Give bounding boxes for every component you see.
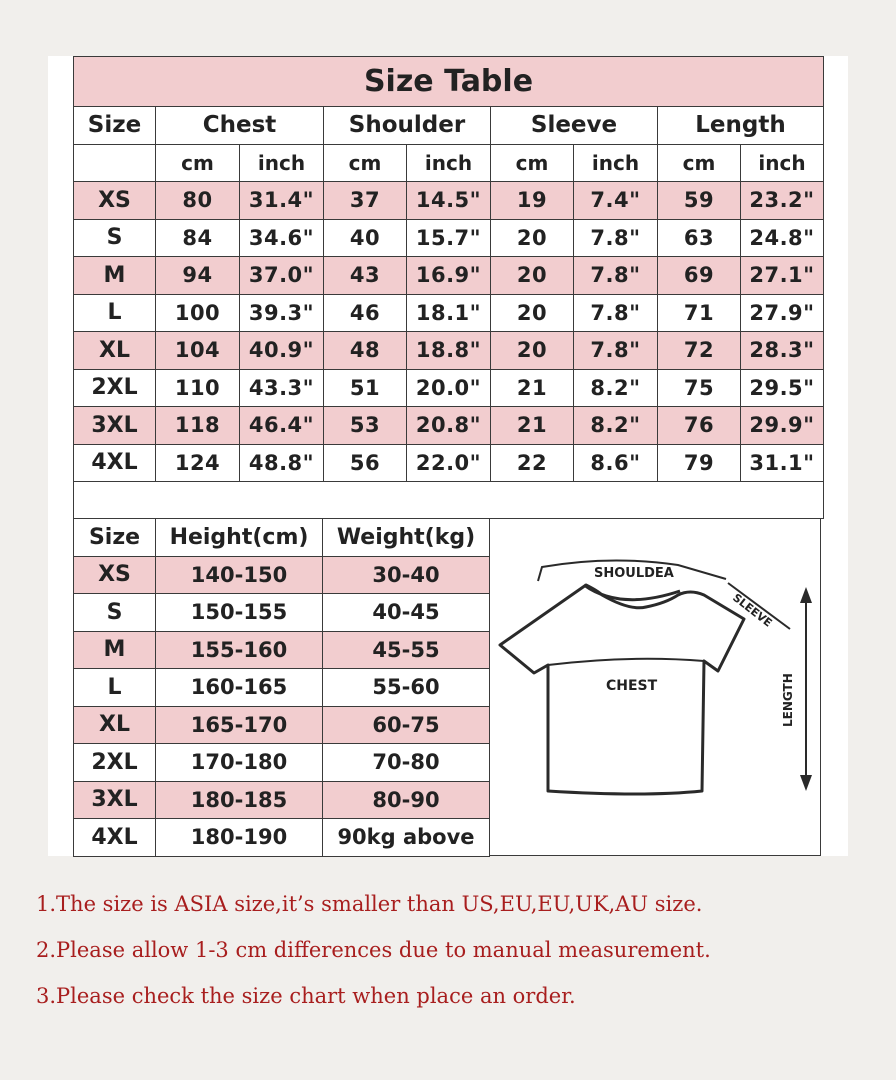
value-cell-chest-cm: 110	[156, 369, 240, 407]
size-cell: L	[74, 294, 156, 332]
value-cell-chest-cm: 80	[156, 182, 240, 220]
size-cell: M	[74, 257, 156, 295]
size-cell: S	[74, 219, 156, 257]
value-cell-length-in: 24.8"	[741, 219, 824, 257]
unit-shoulder-inch: inch	[407, 144, 491, 182]
fit-height-cell: 150-155	[156, 594, 323, 632]
value-cell-shoulder-in: 20.0"	[407, 369, 491, 407]
value-cell-sleeve-cm: 20	[491, 332, 574, 370]
size-cell: 3XL	[74, 407, 156, 445]
fit-height-cell: 180-185	[156, 781, 323, 819]
value-cell-sleeve-cm: 20	[491, 219, 574, 257]
table-row	[74, 444, 824, 482]
value-cell-length-in: 29.5"	[741, 369, 824, 407]
header-size: Size	[74, 107, 156, 145]
value-cell-shoulder-in: 18.8"	[407, 332, 491, 370]
value-cell-chest-in: 43.3"	[240, 369, 324, 407]
fit-height-cell: 160-165	[156, 669, 323, 707]
value-cell-chest-in: 46.4"	[240, 407, 324, 445]
fit-height-cell: 165-170	[156, 706, 323, 744]
fit-weight-cell: 55-60	[323, 669, 490, 707]
value-cell-chest-in: 48.8"	[240, 444, 324, 482]
table-row	[74, 706, 490, 744]
value-cell-length-cm: 69	[658, 257, 741, 295]
fit-height-cell: 155-160	[156, 631, 323, 669]
value-cell-chest-cm: 104	[156, 332, 240, 370]
fit-weight-cell: 80-90	[323, 781, 490, 819]
fit-weight-cell: 45-55	[323, 631, 490, 669]
length-label: LENGTH	[781, 673, 795, 727]
value-cell-sleeve-cm: 20	[491, 257, 574, 295]
table-row	[74, 182, 824, 220]
value-cell-shoulder-cm: 43	[324, 257, 407, 295]
chest-label: CHEST	[606, 678, 658, 694]
value-cell-sleeve-cm: 21	[491, 369, 574, 407]
value-cell-chest-in: 37.0"	[240, 257, 324, 295]
fit-weight-cell: 60-75	[323, 706, 490, 744]
value-cell-sleeve-cm: 20	[491, 294, 574, 332]
note-1: 1.The size is ASIA size,it’s smaller than US,EU,EU,UK,AU size.	[36, 892, 703, 916]
value-cell-sleeve-in: 7.8"	[574, 257, 658, 295]
unit-shoulder-cm: cm	[324, 144, 407, 182]
fit-height-cell: 170-180	[156, 744, 323, 782]
table-row	[74, 369, 824, 407]
fit-size-cell: M	[74, 631, 156, 669]
value-cell-chest-in: 39.3"	[240, 294, 324, 332]
unit-blank	[74, 144, 156, 182]
value-cell-shoulder-cm: 48	[324, 332, 407, 370]
table-row	[74, 819, 490, 857]
fit-size-cell: S	[74, 594, 156, 632]
table-row	[74, 556, 490, 594]
value-cell-chest-cm: 100	[156, 294, 240, 332]
fit-weight-cell: 90kg above	[323, 819, 490, 857]
fit-size-cell: 4XL	[74, 819, 156, 857]
tshirt-diagram	[490, 518, 821, 856]
table-row	[74, 332, 824, 370]
note-3: 3.Please check the size chart when place an order.	[36, 984, 576, 1008]
value-cell-sleeve-in: 7.8"	[574, 332, 658, 370]
value-cell-shoulder-cm: 53	[324, 407, 407, 445]
size-cell: 4XL	[74, 444, 156, 482]
size-chart-card	[48, 56, 848, 856]
value-cell-length-cm: 71	[658, 294, 741, 332]
tshirt-measurement-icon	[490, 519, 821, 857]
value-cell-length-cm: 63	[658, 219, 741, 257]
fit-size-cell: L	[74, 669, 156, 707]
value-cell-sleeve-in: 7.4"	[574, 182, 658, 220]
value-cell-length-in: 27.1"	[741, 257, 824, 295]
value-cell-chest-in: 40.9"	[240, 332, 324, 370]
value-cell-shoulder-in: 18.1"	[407, 294, 491, 332]
value-cell-shoulder-in: 14.5"	[407, 182, 491, 220]
value-cell-length-cm: 79	[658, 444, 741, 482]
value-cell-length-cm: 76	[658, 407, 741, 445]
table-row	[74, 257, 824, 295]
value-cell-length-in: 23.2"	[741, 182, 824, 220]
value-cell-shoulder-cm: 51	[324, 369, 407, 407]
fit-size-cell: 3XL	[74, 781, 156, 819]
value-cell-length-in: 28.3"	[741, 332, 824, 370]
table-row	[74, 631, 490, 669]
header-chest: Chest	[156, 107, 324, 145]
value-cell-shoulder-in: 22.0"	[407, 444, 491, 482]
spacer-cell	[74, 482, 824, 519]
header-sleeve: Sleeve	[491, 107, 658, 145]
value-cell-shoulder-in: 15.7"	[407, 219, 491, 257]
notes	[36, 886, 876, 1024]
fit-weight-cell: 30-40	[323, 556, 490, 594]
table-row	[74, 744, 490, 782]
header-length: Length	[658, 107, 824, 145]
value-cell-shoulder-cm: 56	[324, 444, 407, 482]
shoulder-label: SHOULDEA	[594, 566, 674, 581]
unit-length-cm: cm	[658, 144, 741, 182]
unit-sleeve-inch: inch	[574, 144, 658, 182]
value-cell-sleeve-in: 8.6"	[574, 444, 658, 482]
fit-table	[73, 518, 490, 857]
value-cell-chest-cm: 124	[156, 444, 240, 482]
value-cell-sleeve-in: 7.8"	[574, 294, 658, 332]
value-cell-shoulder-cm: 46	[324, 294, 407, 332]
unit-chest-cm: cm	[156, 144, 240, 182]
fit-weight-cell: 40-45	[323, 594, 490, 632]
table-spacer-row	[74, 482, 824, 519]
unit-sleeve-cm: cm	[491, 144, 574, 182]
value-cell-shoulder-in: 16.9"	[407, 257, 491, 295]
table-row	[74, 781, 490, 819]
size-table	[73, 56, 824, 519]
fit-header-height: Height(cm)	[156, 519, 323, 557]
value-cell-chest-in: 34.6"	[240, 219, 324, 257]
fit-height-cell: 180-190	[156, 819, 323, 857]
table-row	[74, 669, 490, 707]
size-cell: XL	[74, 332, 156, 370]
value-cell-sleeve-cm: 21	[491, 407, 574, 445]
size-cell: 2XL	[74, 369, 156, 407]
fit-header-size: Size	[74, 519, 156, 557]
table-title: Size Table	[74, 57, 824, 107]
value-cell-chest-cm: 84	[156, 219, 240, 257]
fit-size-cell: XS	[74, 556, 156, 594]
value-cell-length-cm: 72	[658, 332, 741, 370]
value-cell-chest-cm: 118	[156, 407, 240, 445]
fit-size-cell: 2XL	[74, 744, 156, 782]
value-cell-sleeve-in: 7.8"	[574, 219, 658, 257]
table-row	[74, 594, 490, 632]
value-cell-chest-cm: 94	[156, 257, 240, 295]
value-cell-length-cm: 59	[658, 182, 741, 220]
value-cell-chest-in: 31.4"	[240, 182, 324, 220]
table-row	[74, 219, 824, 257]
value-cell-sleeve-in: 8.2"	[574, 369, 658, 407]
table-row	[74, 407, 824, 445]
value-cell-length-cm: 75	[658, 369, 741, 407]
value-cell-sleeve-in: 8.2"	[574, 407, 658, 445]
fit-header-weight: Weight(kg)	[323, 519, 490, 557]
value-cell-shoulder-cm: 40	[324, 219, 407, 257]
sleeve-label: SLEEVE	[730, 591, 775, 630]
fit-size-cell: XL	[74, 706, 156, 744]
fit-weight-cell: 70-80	[323, 744, 490, 782]
value-cell-length-in: 31.1"	[741, 444, 824, 482]
value-cell-length-in: 27.9"	[741, 294, 824, 332]
unit-chest-inch: inch	[240, 144, 324, 182]
value-cell-sleeve-cm: 19	[491, 182, 574, 220]
unit-length-inch: inch	[741, 144, 824, 182]
value-cell-sleeve-cm: 22	[491, 444, 574, 482]
header-shoulder: Shoulder	[324, 107, 491, 145]
value-cell-length-in: 29.9"	[741, 407, 824, 445]
value-cell-shoulder-cm: 37	[324, 182, 407, 220]
table-row	[74, 294, 824, 332]
fit-height-cell: 140-150	[156, 556, 323, 594]
note-2: 2.Please allow 1-3 cm differences due to manual measurement.	[36, 938, 711, 962]
value-cell-shoulder-in: 20.8"	[407, 407, 491, 445]
size-cell: XS	[74, 182, 156, 220]
